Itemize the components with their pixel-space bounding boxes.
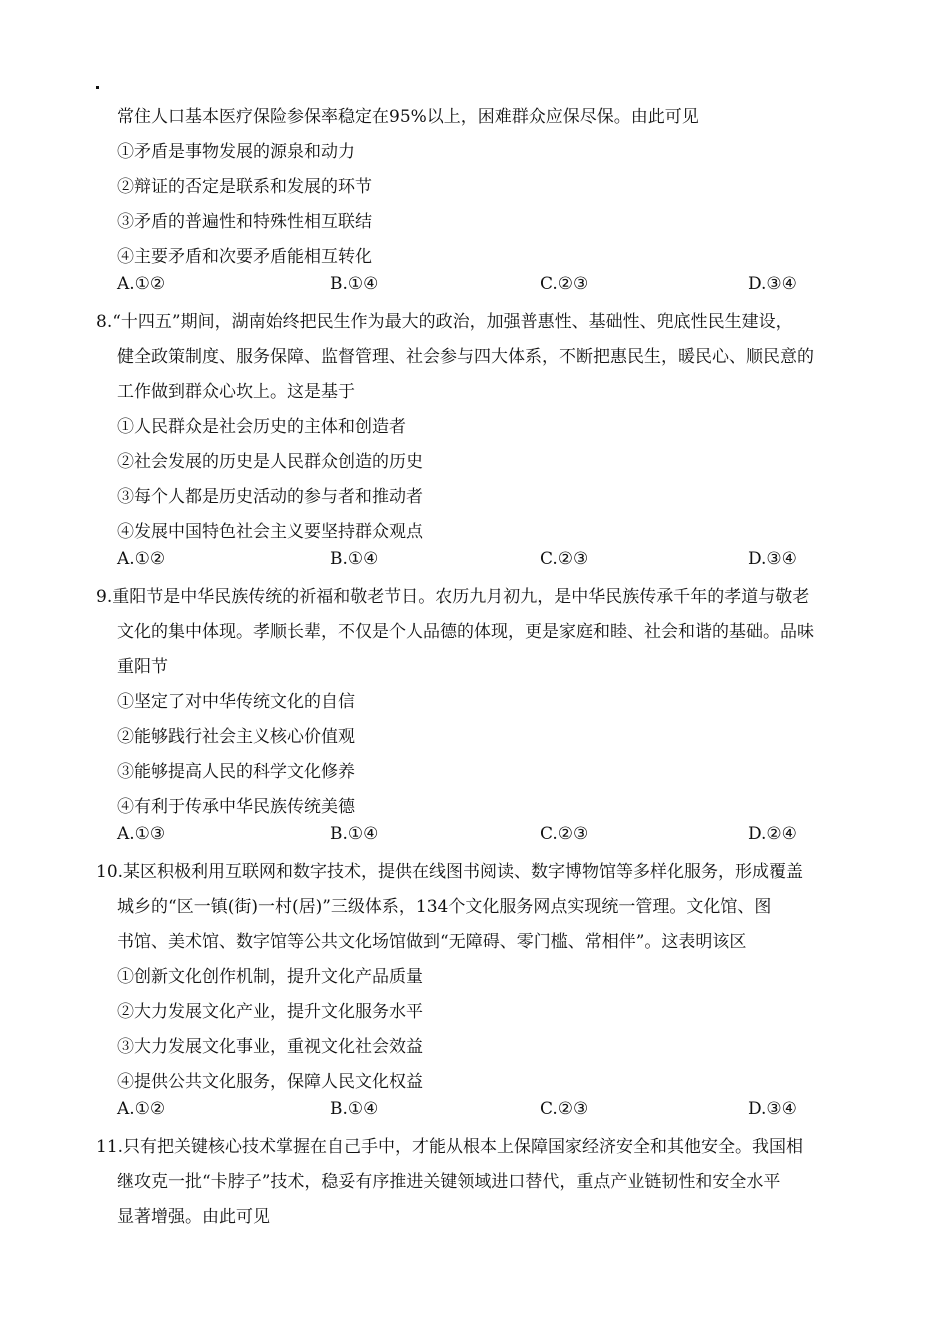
choice-b: B.①④ bbox=[330, 824, 379, 844]
choice-a: A.①③ bbox=[117, 824, 166, 844]
question-8-stem: 工作做到群众心坎上。这是基于 bbox=[117, 382, 355, 402]
option-item: ②能够践行社会主义核心价值观 bbox=[117, 727, 355, 747]
option-item: ①矛盾是事物发展的源泉和动力 bbox=[117, 142, 355, 162]
option-item: ①坚定了对中华传统文化的自信 bbox=[117, 692, 355, 712]
option-item: ③每个人都是历史活动的参与者和推动者 bbox=[117, 487, 423, 507]
choice-d: D.③④ bbox=[748, 1099, 797, 1119]
choice-c: C.②③ bbox=[540, 549, 589, 569]
choice-b: B.①④ bbox=[330, 1099, 379, 1119]
answer-choices bbox=[117, 548, 837, 570]
choice-b: B.①④ bbox=[330, 274, 379, 294]
question-11-stem: 继攻克一批“卡脖子”技术，稳妥有序推进关键领域进口替代，重点产业链韧性和安全水平 bbox=[117, 1172, 781, 1192]
choice-c: C.②③ bbox=[540, 1099, 589, 1119]
answer-choices bbox=[117, 1098, 837, 1120]
question-8-stem: 8.“十四五”期间，湖南始终把民生作为最大的政治，加强普惠性、基础性、兜底性民生建设， bbox=[96, 312, 793, 332]
option-item: ③矛盾的普遍性和特殊性相互联结 bbox=[117, 212, 372, 232]
answer-choices bbox=[117, 823, 837, 845]
option-item: ①人民群众是社会历史的主体和创造者 bbox=[117, 417, 406, 437]
option-item: ④发展中国特色社会主义要坚持群众观点 bbox=[117, 522, 423, 542]
option-item: ②大力发展文化产业，提升文化服务水平 bbox=[117, 1002, 423, 1022]
choice-d: D.②④ bbox=[748, 824, 797, 844]
choice-a: A.①② bbox=[117, 274, 166, 294]
option-item: ④主要矛盾和次要矛盾能相互转化 bbox=[117, 247, 372, 267]
choice-b: B.①④ bbox=[330, 549, 379, 569]
choice-a: A.①② bbox=[117, 1099, 166, 1119]
question-9-stem: 文化的集中体现。孝顺长辈，不仅是个人品德的体现，更是家庭和睦、社会和谐的基础。品味 bbox=[117, 622, 814, 642]
answer-choices bbox=[117, 273, 837, 295]
question-8-stem: 健全政策制度、服务保障、监督管理、社会参与四大体系，不断把惠民生，暖民心、顺民意的 bbox=[117, 347, 814, 367]
option-item: ④提供公共文化服务，保障人民文化权益 bbox=[117, 1072, 423, 1092]
page-dot bbox=[96, 86, 99, 89]
option-item: ③能够提高人民的科学文化修养 bbox=[117, 762, 355, 782]
question-9-stem: 重阳节 bbox=[117, 657, 168, 677]
prev-question-line: 常住人口基本医疗保险参保率稳定在95%以上，困难群众应保尽保。由此可见 bbox=[117, 107, 699, 127]
question-11-stem: 11.只有把关键核心技术掌握在自己手中，才能从根本上保障国家经济安全和其他安全。我国相 bbox=[96, 1137, 804, 1157]
question-11-stem: 显著增强。由此可见 bbox=[117, 1207, 270, 1227]
option-item: ②辩证的否定是联系和发展的环节 bbox=[117, 177, 372, 197]
question-10-stem: 10.某区积极利用互联网和数字技术，提供在线图书阅读、数字博物馆等多样化服务，形成覆盖 bbox=[96, 862, 804, 882]
choice-c: C.②③ bbox=[540, 274, 589, 294]
question-10-stem: 书馆、美术馆、数字馆等公共文化场馆做到“无障碍、零门槛、常相伴”。这表明该区 bbox=[117, 932, 747, 952]
option-item: ②社会发展的历史是人民群众创造的历史 bbox=[117, 452, 423, 472]
option-item: ①创新文化创作机制，提升文化产品质量 bbox=[117, 967, 423, 987]
option-item: ④有利于传承中华民族传统美德 bbox=[117, 797, 355, 817]
choice-a: A.①② bbox=[117, 549, 166, 569]
question-10-stem: 城乡的“区一镇(街)一村(居)”三级体系，134个文化服务网点实现统一管理。文化馆、图 bbox=[117, 897, 772, 917]
choice-c: C.②③ bbox=[540, 824, 589, 844]
question-9-stem: 9.重阳节是中华民族传统的祈福和敬老节日。农历九月初九，是中华民族传承千年的孝道与敬老 bbox=[96, 587, 810, 607]
choice-d: D.③④ bbox=[748, 274, 797, 294]
option-item: ③大力发展文化事业，重视文化社会效益 bbox=[117, 1037, 423, 1057]
choice-d: D.③④ bbox=[748, 549, 797, 569]
